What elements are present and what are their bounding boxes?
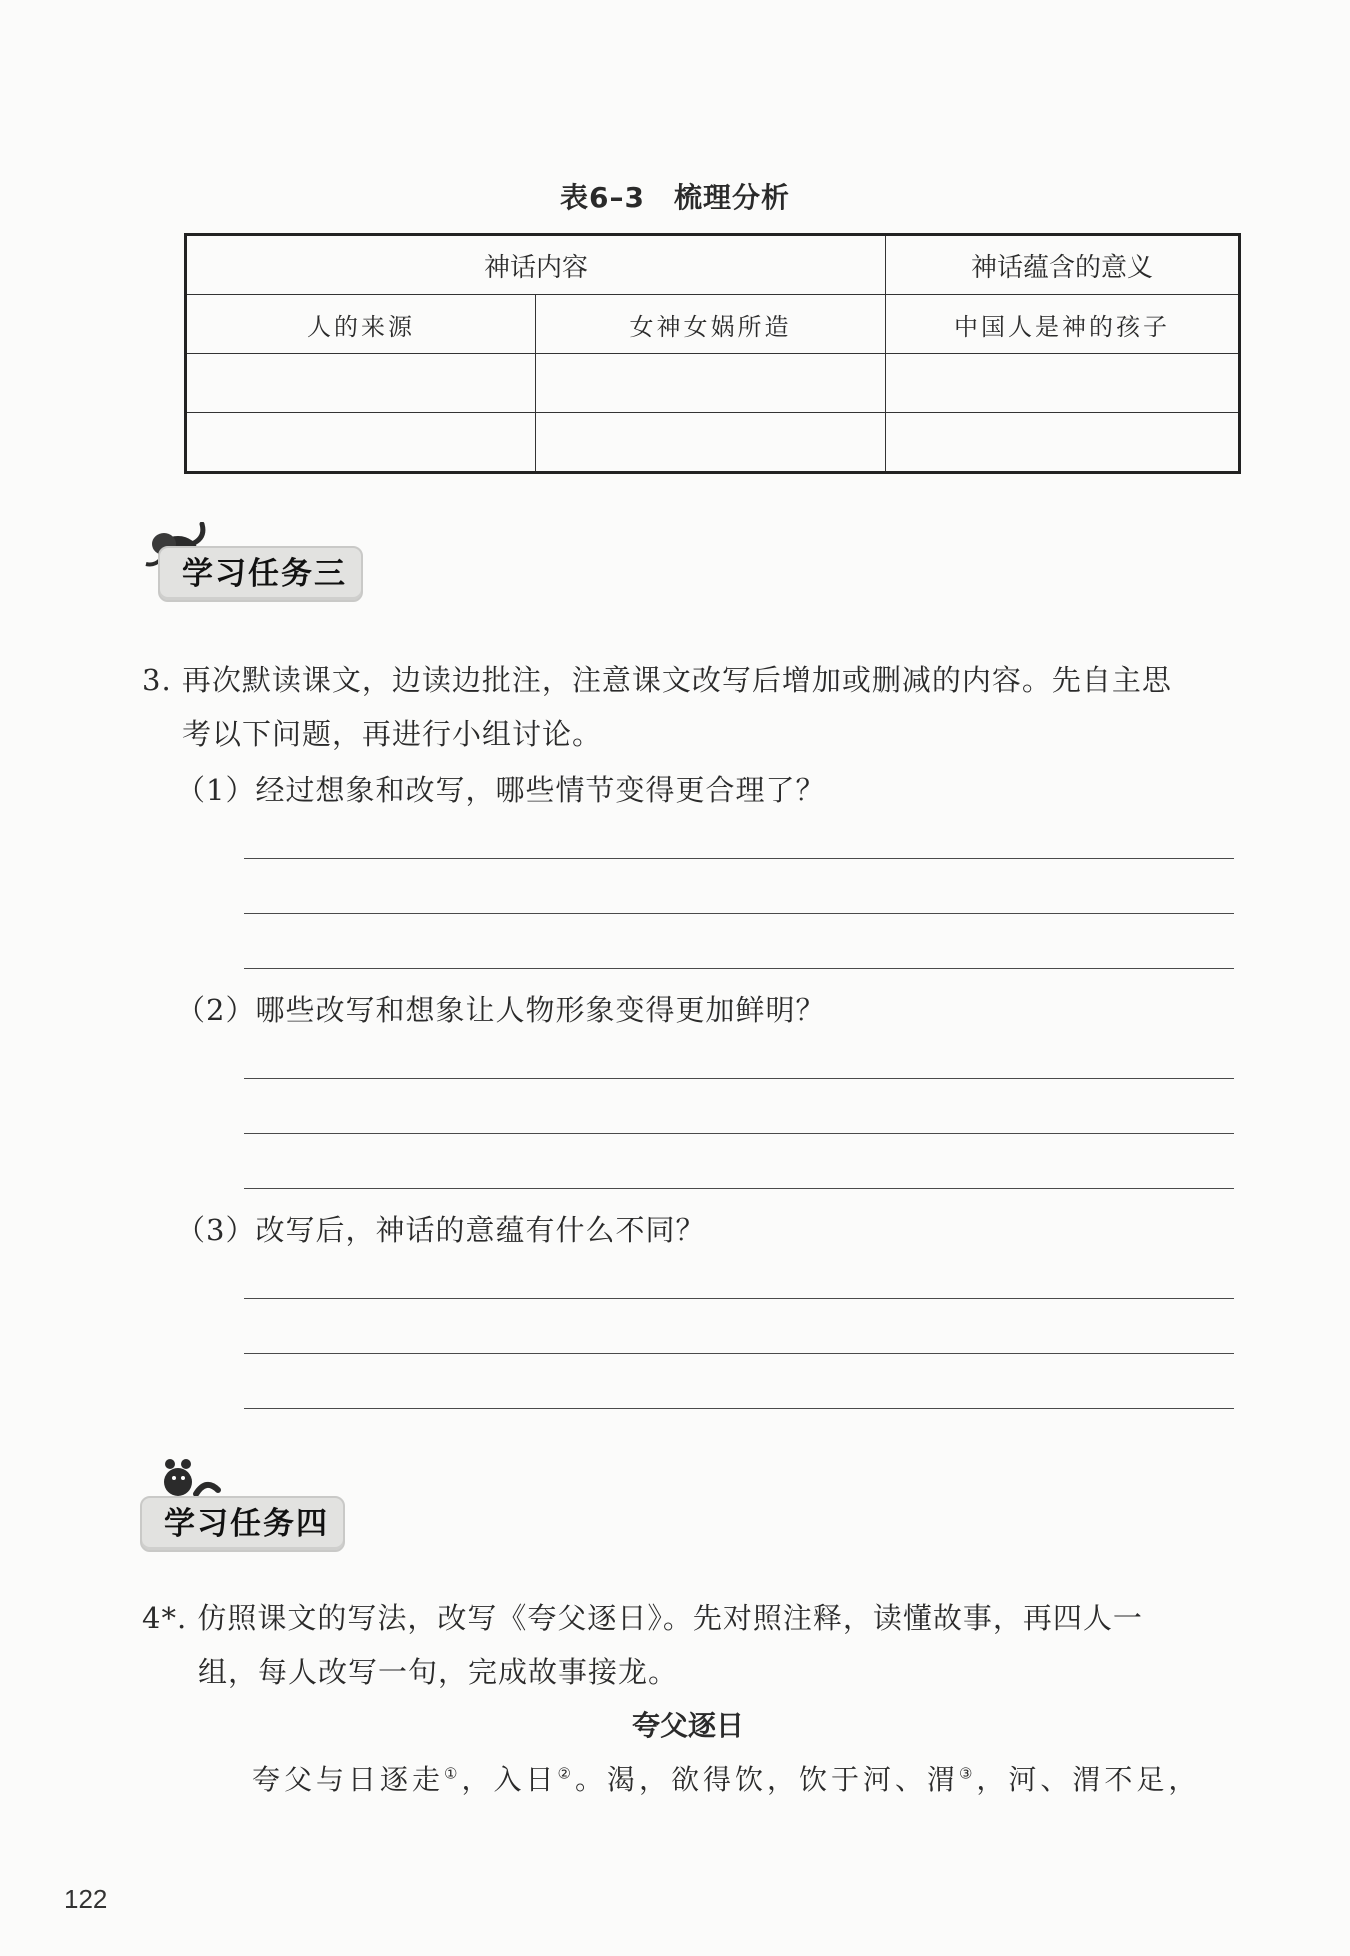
task4-intro-line2: 组，每人改写一句，完成故事接龙。 xyxy=(198,1655,679,1689)
answer-line[interactable] xyxy=(244,1188,1234,1189)
story-text-part: ，河、渭不足， xyxy=(976,1763,1201,1796)
task3-badge xyxy=(140,522,400,602)
table-row xyxy=(186,295,1240,354)
answer-line[interactable] xyxy=(244,968,1234,969)
question-2: （2）哪些改写和想象让人物形象变得更加鲜明？ xyxy=(176,993,826,1027)
task3-intro-line1: 3. 再次默读课文，边读边批注，注意课文改写后增加或删减的内容。先自主思 xyxy=(142,663,1172,697)
table-row xyxy=(186,354,1240,413)
header-myth-content: 神话内容 xyxy=(186,235,886,295)
table-cell xyxy=(536,413,886,473)
task4-intro-line1: 4*. 仿照课文的写法，改写《夸父逐日》。先对照注释，读懂故事，再四人一 xyxy=(142,1601,1143,1635)
story-text-part: 夸父与日逐走 xyxy=(252,1763,445,1796)
footnote-marker[interactable]: ② xyxy=(557,1764,575,1783)
footnote-marker[interactable]: ③ xyxy=(958,1764,977,1783)
story-title: 夸父逐日 xyxy=(631,1709,744,1742)
animal-mascot-icon xyxy=(156,1456,226,1500)
table-cell: 人的来源 xyxy=(186,295,536,354)
table-caption: 表6–3 梳理分析 xyxy=(560,181,790,214)
table-cell: 中国人是神的孩子 xyxy=(886,295,1240,354)
question-3: （3）改写后，神话的意蕴有什么不同？ xyxy=(176,1213,706,1247)
answer-line[interactable] xyxy=(244,858,1234,859)
story-text-part: ，入日 xyxy=(461,1763,558,1796)
footnote-marker[interactable]: ① xyxy=(444,1764,462,1783)
table-cell xyxy=(536,354,886,413)
table-cell xyxy=(886,354,1240,413)
table-cell xyxy=(186,413,536,473)
story-text xyxy=(252,1758,1200,1798)
table-header-row xyxy=(186,235,1240,295)
answer-line[interactable] xyxy=(244,1408,1234,1409)
header-myth-meaning: 神话蕴含的意义 xyxy=(886,235,1240,295)
answer-line[interactable] xyxy=(244,1298,1234,1299)
table-cell xyxy=(186,354,536,413)
task4-badge-label: 学习任务四 xyxy=(140,1496,345,1552)
answer-line[interactable] xyxy=(244,1133,1234,1134)
answer-line[interactable] xyxy=(244,913,1234,914)
table-cell xyxy=(886,413,1240,473)
table-row xyxy=(186,413,1240,473)
analysis-table xyxy=(184,233,1241,474)
task3-intro-line2: 考以下问题，再进行小组讨论。 xyxy=(182,717,603,751)
table-cell: 女神女娲所造 xyxy=(536,295,886,354)
page-number: 122 xyxy=(64,1884,108,1914)
question-1: （1）经过想象和改写，哪些情节变得更合理了？ xyxy=(176,773,826,807)
story-text-part: 。渴，欲得饮，饮于河、渭 xyxy=(574,1763,959,1796)
answer-line[interactable] xyxy=(244,1353,1234,1354)
answer-line[interactable] xyxy=(244,1078,1234,1079)
task4-badge xyxy=(140,1456,380,1552)
task3-badge-label: 学习任务三 xyxy=(158,546,363,602)
